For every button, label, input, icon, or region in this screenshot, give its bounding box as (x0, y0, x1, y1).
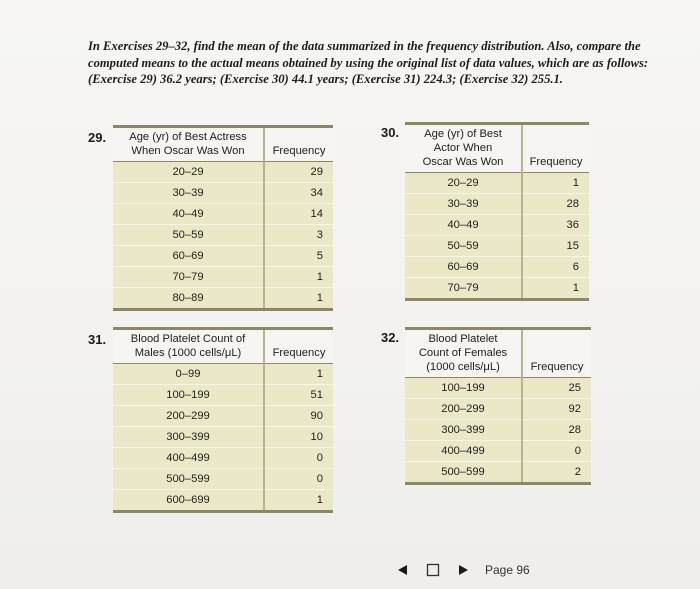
table-header-class (113, 127, 264, 162)
table-row (405, 194, 589, 215)
header-line: Blood Platelet (428, 333, 498, 345)
class-cell: 20–29 (113, 162, 264, 183)
table-row (113, 288, 333, 310)
triangle-left-icon (397, 564, 409, 576)
frequency-cell: 0 (264, 448, 333, 469)
class-cell: 300–399 (405, 420, 522, 441)
exercise-number-31: 31. (88, 332, 107, 347)
class-cell: 40–49 (113, 204, 264, 225)
header-line: When Oscar Was Won (131, 145, 245, 157)
table-row (113, 183, 333, 204)
table-row (113, 490, 333, 512)
class-cell: 30–39 (405, 194, 522, 215)
class-cell: 600–699 (113, 490, 264, 512)
class-cell: 30–39 (113, 183, 264, 204)
table-header-frequency: Frequency (264, 329, 333, 364)
frequency-cell: 6 (522, 257, 589, 278)
exercise-number-32: 32. (381, 330, 400, 345)
class-cell: 400–499 (113, 448, 264, 469)
page-number-label: Page 96 (485, 563, 530, 577)
frequency-cell: 2 (522, 462, 591, 484)
frequency-cell: 0 (264, 469, 333, 490)
header-line: (1000 cells/μL) (426, 361, 500, 373)
header-line: Count of Females (418, 347, 508, 359)
exercise-number-30: 30. (381, 125, 400, 140)
frequency-table-30 (405, 122, 589, 301)
header-line: Age (yr) of Best Actress (129, 131, 247, 143)
class-cell: 400–499 (405, 441, 522, 462)
table-row (113, 225, 333, 246)
class-cell: 200–299 (405, 399, 522, 420)
class-cell: 0–99 (113, 364, 264, 385)
table-row (405, 441, 591, 462)
table-row (405, 278, 589, 300)
previous-page-button[interactable] (395, 562, 411, 578)
class-cell: 70–79 (405, 278, 522, 300)
class-cell: 100–199 (113, 385, 264, 406)
frequency-cell: 1 (264, 364, 333, 385)
frequency-cell: 90 (264, 406, 333, 427)
table-header-class (113, 329, 264, 364)
table-row (113, 364, 333, 385)
frequency-cell: 51 (264, 385, 333, 406)
table-row (113, 448, 333, 469)
bookmark-square-icon (426, 563, 440, 577)
frequency-cell: 92 (522, 399, 591, 420)
frequency-cell: 1 (264, 490, 333, 512)
header-line: Actor When (433, 142, 493, 154)
bookmark-button[interactable] (425, 562, 441, 578)
table-header-class (405, 124, 522, 173)
table-row (113, 385, 333, 406)
header-line: Males (1000 cells/μL) (134, 347, 242, 359)
class-cell: 60–69 (113, 246, 264, 267)
class-cell: 70–79 (113, 267, 264, 288)
table-row (405, 378, 591, 399)
frequency-cell: 3 (264, 225, 333, 246)
class-cell: 50–59 (113, 225, 264, 246)
class-cell: 40–49 (405, 215, 522, 236)
frequency-cell: 29 (264, 162, 333, 183)
table-row (113, 162, 333, 183)
table-header-frequency: Frequency (522, 124, 589, 173)
table-row (113, 267, 333, 288)
class-cell: 20–29 (405, 173, 522, 194)
table-row (405, 399, 591, 420)
exercise-number-29: 29. (88, 130, 107, 145)
class-cell: 60–69 (405, 257, 522, 278)
header-line: Age (yr) of Best (424, 128, 502, 140)
table-row (113, 204, 333, 225)
table-row (113, 246, 333, 267)
frequency-cell: 15 (522, 236, 589, 257)
header-line: Oscar Was Won (422, 156, 504, 168)
class-cell: 100–199 (405, 378, 522, 399)
class-cell: 200–299 (113, 406, 264, 427)
class-cell: 300–399 (113, 427, 264, 448)
class-cell: 500–599 (405, 462, 522, 484)
frequency-cell: 1 (522, 173, 589, 194)
frequency-cell: 1 (522, 278, 589, 300)
table-row (113, 469, 333, 490)
class-cell: 50–59 (405, 236, 522, 257)
frequency-table-32 (405, 327, 591, 485)
frequency-cell: 5 (264, 246, 333, 267)
frequency-cell: 34 (264, 183, 333, 204)
frequency-cell: 1 (264, 267, 333, 288)
table-row (405, 215, 589, 236)
table-row (405, 236, 589, 257)
table-row (405, 420, 591, 441)
frequency-cell: 0 (522, 441, 591, 462)
class-cell: 500–599 (113, 469, 264, 490)
frequency-cell: 14 (264, 204, 333, 225)
frequency-table-31 (113, 327, 333, 513)
header-line: Blood Platelet Count of (130, 333, 246, 345)
table-row (405, 257, 589, 278)
frequency-cell: 36 (522, 215, 589, 236)
table-row (113, 427, 333, 448)
table-header-frequency: Frequency (522, 329, 591, 378)
frequency-cell: 28 (522, 420, 591, 441)
table-header-class (405, 329, 522, 378)
table-row (113, 406, 333, 427)
exercise-instructions: In Exercises 29–32, find the mean of the data summarized in the frequency distribution. Also, compare the computed means to the actual means obtained by using the original list of data values, which are as follows: (Exercise 29) 36.2 years; (Exercise 30) 44.1 years; (Exercise 31) 224.3; (Exercise 32) 255.1. (88, 39, 649, 87)
frequency-table-29 (113, 125, 333, 311)
frequency-cell: 10 (264, 427, 333, 448)
page-navigation-toolbar (395, 560, 530, 580)
next-page-button[interactable] (455, 562, 471, 578)
frequency-cell: 25 (522, 378, 591, 399)
class-cell: 80–89 (113, 288, 264, 310)
frequency-cell: 1 (264, 288, 333, 310)
table-row (405, 462, 591, 484)
table-header-frequency: Frequency (264, 127, 333, 162)
table-row (405, 173, 589, 194)
triangle-right-icon (457, 564, 469, 576)
frequency-cell: 28 (522, 194, 589, 215)
